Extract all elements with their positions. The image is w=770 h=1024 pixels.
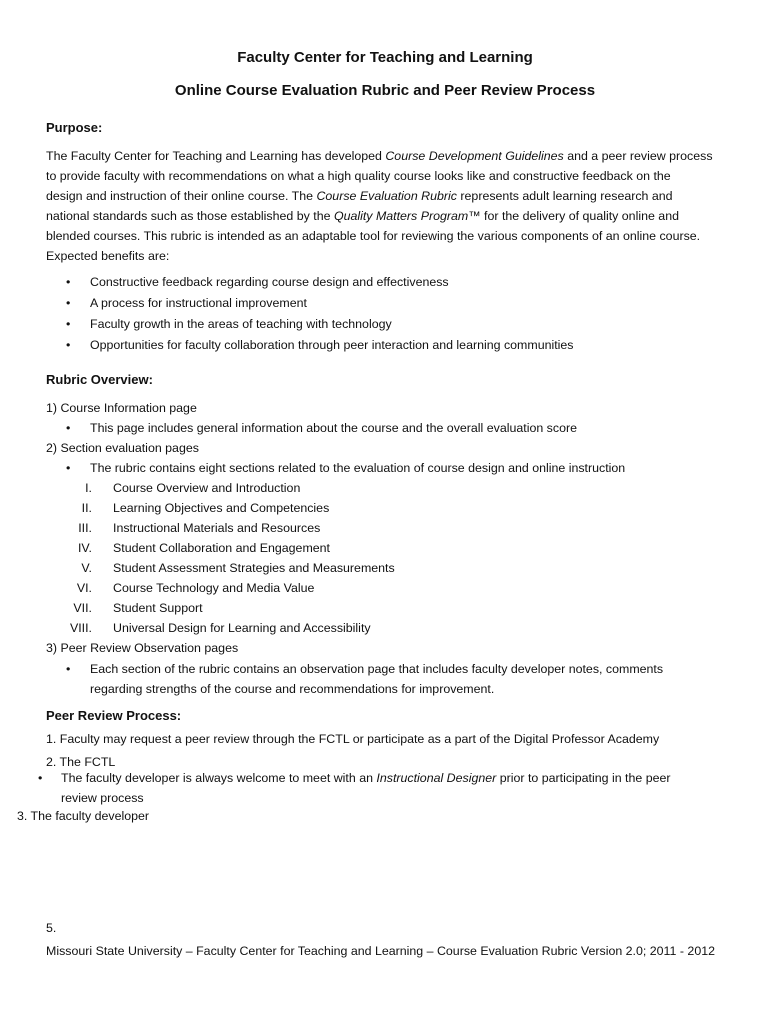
overview-bullet: • (66, 421, 71, 435)
peer-bullet-text-cont: review process (61, 791, 144, 805)
benefit-item: Constructive feedback regarding course design and effectiveness (90, 275, 449, 289)
overview-item-3-detail-cont: regarding strengths of the course and recommendations for improvement. (90, 682, 495, 696)
section-number: VIII. (69, 621, 92, 635)
benefit-item: Faculty growth in the areas of teaching with technology (90, 317, 392, 331)
peer-step-1: 1. Faculty may request a peer review through the FCTL or participate as a part of the Digital Professor Academy (46, 732, 660, 746)
purpose-line-2: to provide faculty with recommendations on what a high quality course looks like and constructive feedback on the (46, 169, 671, 183)
purpose-line-3: design and instruction of their online course. The Course Evaluation Rubric represents adult learning research and (46, 189, 673, 203)
document-title: Faculty Center for Teaching and Learning (237, 49, 533, 66)
overview-bullet: • (66, 662, 71, 676)
peer-bullet-text: The faculty developer is always welcome to meet with an Instructional Designer prior to participating in the peer (61, 771, 671, 785)
section-number: V. (81, 561, 92, 575)
section-label: Learning Objectives and Competencies (113, 501, 330, 515)
section-label: Instructional Materials and Resources (113, 521, 321, 535)
overview-item-1: 1) Course Information page (46, 401, 197, 415)
purpose-line-1: The Faculty Center for Teaching and Learning has developed Course Development Guidelines and a peer review process (46, 149, 713, 163)
peer-step-2: 2. The FCTL (46, 755, 116, 769)
overview-item-3-detail: Each section of the rubric contains an observation page that includes faculty developer notes, comments (90, 662, 664, 676)
document-subtitle: Online Course Evaluation Rubric and Peer Review Process (174, 82, 596, 99)
benefit-bullet: • (66, 317, 71, 331)
purpose-line-6: Expected benefits are: (46, 249, 170, 263)
section-number: IV. (77, 541, 92, 555)
overview-heading: Rubric Overview: (46, 372, 153, 387)
peer-step-5: 5. (46, 921, 57, 935)
section-number: VII. (73, 601, 92, 615)
overview-item-2-detail: The rubric contains eight sections related to the evaluation of course design and online instruction (90, 461, 626, 475)
overview-item-2: 2) Section evaluation pages (46, 441, 199, 455)
peer-bullet: • (38, 771, 43, 785)
page-footer: Missouri State University – Faculty Center for Teaching and Learning – Course Evaluation Rubric Version 2.0; 2011 - 2012 (46, 944, 715, 958)
purpose-line-5: blended courses. This rubric is intended as an adaptable tool for reviewing the various components of an online course. (46, 229, 701, 243)
overview-item-1-detail: This page includes general information about the course and the overall evaluation score (90, 421, 577, 435)
section-label: Student Support (113, 601, 203, 615)
peer-step-3: 3. The faculty developer (17, 809, 150, 823)
section-number: I. (85, 481, 92, 495)
section-number: III. (78, 521, 92, 535)
overview-bullet: • (66, 461, 71, 475)
overview-item-3: 3) Peer Review Observation pages (46, 641, 239, 655)
purpose-heading: Purpose: (46, 120, 103, 135)
purpose-line-4: national standards such as those established by the Quality Matters Program™ for the delivery of quality online and (46, 209, 679, 223)
benefit-bullet: • (66, 275, 71, 289)
section-number: II. (81, 501, 92, 515)
benefit-bullet: • (66, 338, 71, 352)
benefit-item: A process for instructional improvement (90, 296, 307, 310)
benefit-item: Opportunities for faculty collaboration through peer interaction and learning communities (90, 338, 574, 352)
section-label: Student Collaboration and Engagement (113, 541, 330, 555)
section-label: Course Technology and Media Value (113, 581, 315, 595)
benefit-bullet: • (66, 296, 71, 310)
section-label: Student Assessment Strategies and Measurements (113, 561, 395, 575)
section-label: Course Overview and Introduction (113, 481, 301, 495)
peer-heading: Peer Review Process: (46, 708, 182, 723)
section-number: VI. (76, 581, 92, 595)
section-label: Universal Design for Learning and Accessibility (113, 621, 371, 635)
